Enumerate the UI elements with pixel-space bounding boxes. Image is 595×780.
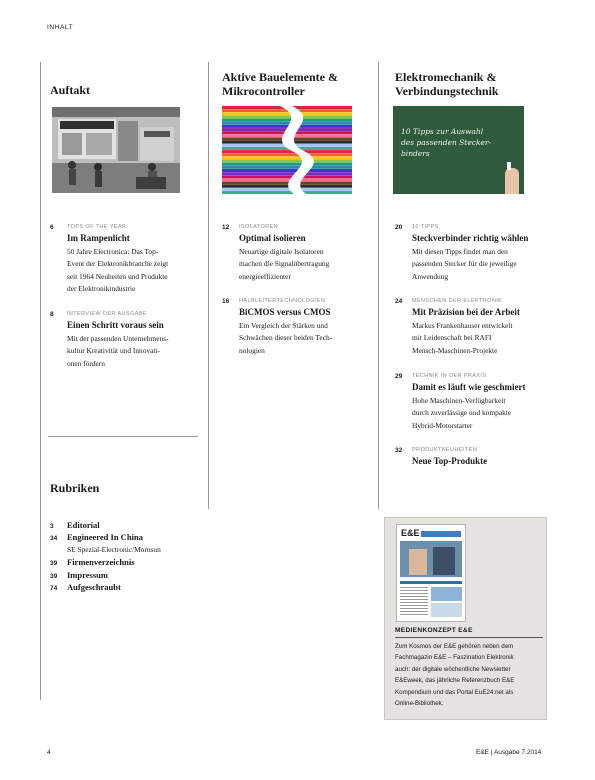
cover-text-block [400, 587, 428, 617]
text-line: kultur Kreativität und Innovati- [67, 346, 160, 356]
chalkboard-image [393, 106, 524, 194]
cover-banner [421, 531, 461, 537]
page-number: 8 [50, 311, 54, 318]
hand-with-chalk [505, 168, 519, 194]
toc-entry[interactable] [395, 298, 545, 358]
text-line: Mit diesen Tipps findet man den [412, 247, 508, 256]
chalkboard-text: 10 Tipps zur Auswahl [401, 127, 484, 136]
entry-text [239, 246, 329, 283]
entry-headline: Damit es läuft wie geschmiert [412, 382, 526, 392]
text-line: Kompendium und das Portal EuE24.net als [395, 688, 514, 696]
text-line: Markus Frankenhauser entwickelt [412, 321, 513, 330]
section-title-line: Elektromechanik & [395, 70, 497, 84]
chalkboard-text: des passenden Stecker- [401, 138, 492, 147]
page-number-footer: 4 [47, 749, 51, 756]
entry-text [67, 246, 168, 295]
text-line: nologien [239, 345, 265, 355]
pencil [222, 182, 352, 185]
pencil [222, 112, 352, 115]
text-line: der Elektronikindustrie [67, 283, 136, 293]
entry-headline: Neue Top-Produkte [412, 456, 488, 466]
text-line: Hohe Maschinen-Verfügbarkeit [412, 396, 506, 405]
text-line: auch: der digitale wöchentliche Newsletter [395, 665, 511, 673]
issue-footer: E&E | Ausgabe 7.2014 [476, 749, 542, 756]
cover-text-block [431, 603, 462, 617]
pencil [222, 156, 352, 159]
page-number: 74 [50, 585, 58, 592]
column-divider-left [40, 62, 41, 700]
cover-photo-detail [409, 549, 427, 575]
pencil [222, 166, 352, 169]
section-rule [48, 436, 198, 437]
toc-entry[interactable] [222, 224, 372, 284]
pencil [222, 188, 352, 191]
magazine-cover[interactable] [396, 524, 466, 622]
cover-photo-detail [433, 547, 455, 575]
entry-text [412, 246, 517, 283]
page-number: 34 [50, 535, 58, 542]
toc-entry[interactable] [395, 224, 545, 284]
page-number: 24 [395, 298, 403, 305]
colored-pencils-image [222, 106, 352, 194]
entry-text [412, 395, 511, 432]
rubrik-label: Aufgeschraubt [67, 582, 121, 592]
entry-text [239, 320, 332, 357]
entry-headline: Einen Schritt voraus sein [67, 320, 164, 330]
pencil [222, 122, 352, 125]
entry-headline: Steckverbinder richtig wählen [412, 233, 529, 243]
section-title-elektromechanik [395, 70, 499, 98]
text-line: Anwendung [412, 271, 449, 281]
running-head: INHALT [47, 24, 74, 31]
text-line: 50 Jahre Electronica: Das Top- [67, 247, 159, 256]
text-line: Neuartige digitale Isolatoren [239, 247, 324, 256]
pencil [222, 191, 352, 194]
text-line: Zum Kosmos der E&E gehören neben dem [395, 643, 514, 650]
text-line: Fachmagazin E&E – Faszination Elektronik [395, 654, 514, 662]
pencil [222, 169, 352, 172]
entry-headline: BiCMOS versus CMOS [239, 307, 331, 317]
entry-text [412, 320, 513, 357]
text-line: Hybrid-Motorstarter [412, 420, 473, 430]
entry-headline: Mit Präzision bei der Arbeit [412, 307, 520, 317]
rubrik-label: Engineered In China [67, 532, 143, 542]
toc-entry[interactable] [395, 447, 545, 471]
pencil [222, 175, 352, 178]
chalkboard-text: binders [401, 149, 430, 158]
section-title-line: Mikrocontroller [222, 84, 305, 98]
text-line: Schwächen dieser beiden Tech- [239, 333, 333, 343]
pencil [222, 119, 352, 122]
rubrik-item[interactable] [50, 582, 121, 592]
text-line: mit Leidenschaft bei RAFI [412, 333, 492, 343]
cover-text-block [431, 587, 462, 601]
medienkonzept-title: MEDIENKONZEPT E&E [395, 627, 473, 634]
entry-kicker: TECHNIK IN DER PRAXIS [412, 373, 487, 379]
rubrik-item[interactable] [50, 532, 143, 542]
text-line: durch zuverlässige und kompakte [412, 408, 512, 418]
entry-kicker: 10 TIPPS [412, 224, 439, 230]
rubrik-label: Firmenverzeichnis [67, 557, 135, 567]
page-number: 12 [222, 224, 230, 231]
rubriken-title: Rubriken [50, 481, 100, 495]
rubrik-item[interactable] [50, 557, 135, 567]
entry-text [67, 333, 169, 370]
toc-entry[interactable] [50, 311, 205, 371]
pencil [222, 150, 352, 153]
pencil [222, 185, 352, 188]
entry-kicker: PRODUKTNEUHEITEN [412, 447, 478, 453]
page-number: 6 [50, 224, 54, 231]
pencil [222, 160, 352, 163]
text-line: machen die Signalübertragung [239, 259, 330, 269]
entry-headline: Optimal isolieren [239, 233, 306, 243]
text-line: onen fördern [67, 358, 105, 368]
text-line: E&Eweek, das jährliche Referenzbuch E&E [395, 677, 515, 685]
text-line: Mit der passenden Unternehmens- [67, 334, 169, 343]
pencil [222, 153, 352, 156]
pencil [222, 163, 352, 166]
toc-entry[interactable] [222, 298, 372, 358]
page-number: 20 [395, 224, 403, 231]
rubrik-item[interactable] [50, 520, 100, 530]
cover-logo: E&E [401, 528, 420, 538]
chalk-piece [507, 162, 511, 170]
pencil [222, 115, 352, 118]
text-line: passenden Stecker für die jeweilige [412, 259, 517, 269]
section-title-bauelemente [222, 70, 338, 98]
section-title-auftakt: Auftakt [50, 83, 91, 97]
page-number: 3 [50, 523, 54, 530]
entry-kicker: INTERVIEW DER AUSGABE [67, 311, 147, 317]
exhibition-photo [52, 107, 180, 193]
text-line: seit 1964 Neuheiten und Produkte [67, 271, 168, 281]
medienkonzept-rule [395, 637, 543, 638]
cover-text-block [400, 581, 462, 584]
section-title-line: Verbindungstechnik [395, 84, 499, 98]
rubrik-label: Editorial [67, 520, 100, 530]
page-number: 16 [222, 298, 230, 305]
column-divider-1 [208, 62, 209, 509]
rubrik-item[interactable] [50, 570, 108, 580]
toc-entry[interactable] [50, 224, 205, 294]
text-line: Mensch-Maschinen-Projekte [412, 345, 498, 355]
page-number: 29 [395, 373, 403, 380]
entry-kicker: MENSCHEN DER ELEKTRONIK [412, 298, 503, 304]
text-line: Online-Bibliothek. [395, 700, 444, 708]
entry-kicker: TOPS OF THE YEAR [67, 224, 127, 230]
page-number: 39 [50, 560, 58, 567]
pencil [222, 178, 352, 181]
page-number: 39 [50, 573, 58, 580]
text-line: energieeffizienter [239, 271, 291, 281]
rubrik-subtitle: SE Spezial-Electronic/Mornsun [67, 545, 161, 554]
entry-kicker: HALBLEITERTECHNOLOGIEN [239, 298, 326, 304]
section-title-line: Aktive Bauelemente & [222, 70, 338, 84]
rubrik-label: Impressum [67, 570, 108, 580]
medienkonzept-text [395, 641, 543, 709]
text-line: Ein Vergleich der Stärken und [239, 321, 328, 330]
pencil [222, 172, 352, 175]
page-number: 32 [395, 447, 403, 454]
entry-headline: Im Rampenlicht [67, 233, 130, 243]
entry-kicker: ISOLATOREN [239, 224, 278, 230]
pencil [222, 125, 352, 128]
text-line: Event der Elektronikbranche zeigt [67, 259, 169, 269]
toc-entry[interactable] [395, 373, 545, 433]
column-divider-2 [378, 62, 379, 509]
